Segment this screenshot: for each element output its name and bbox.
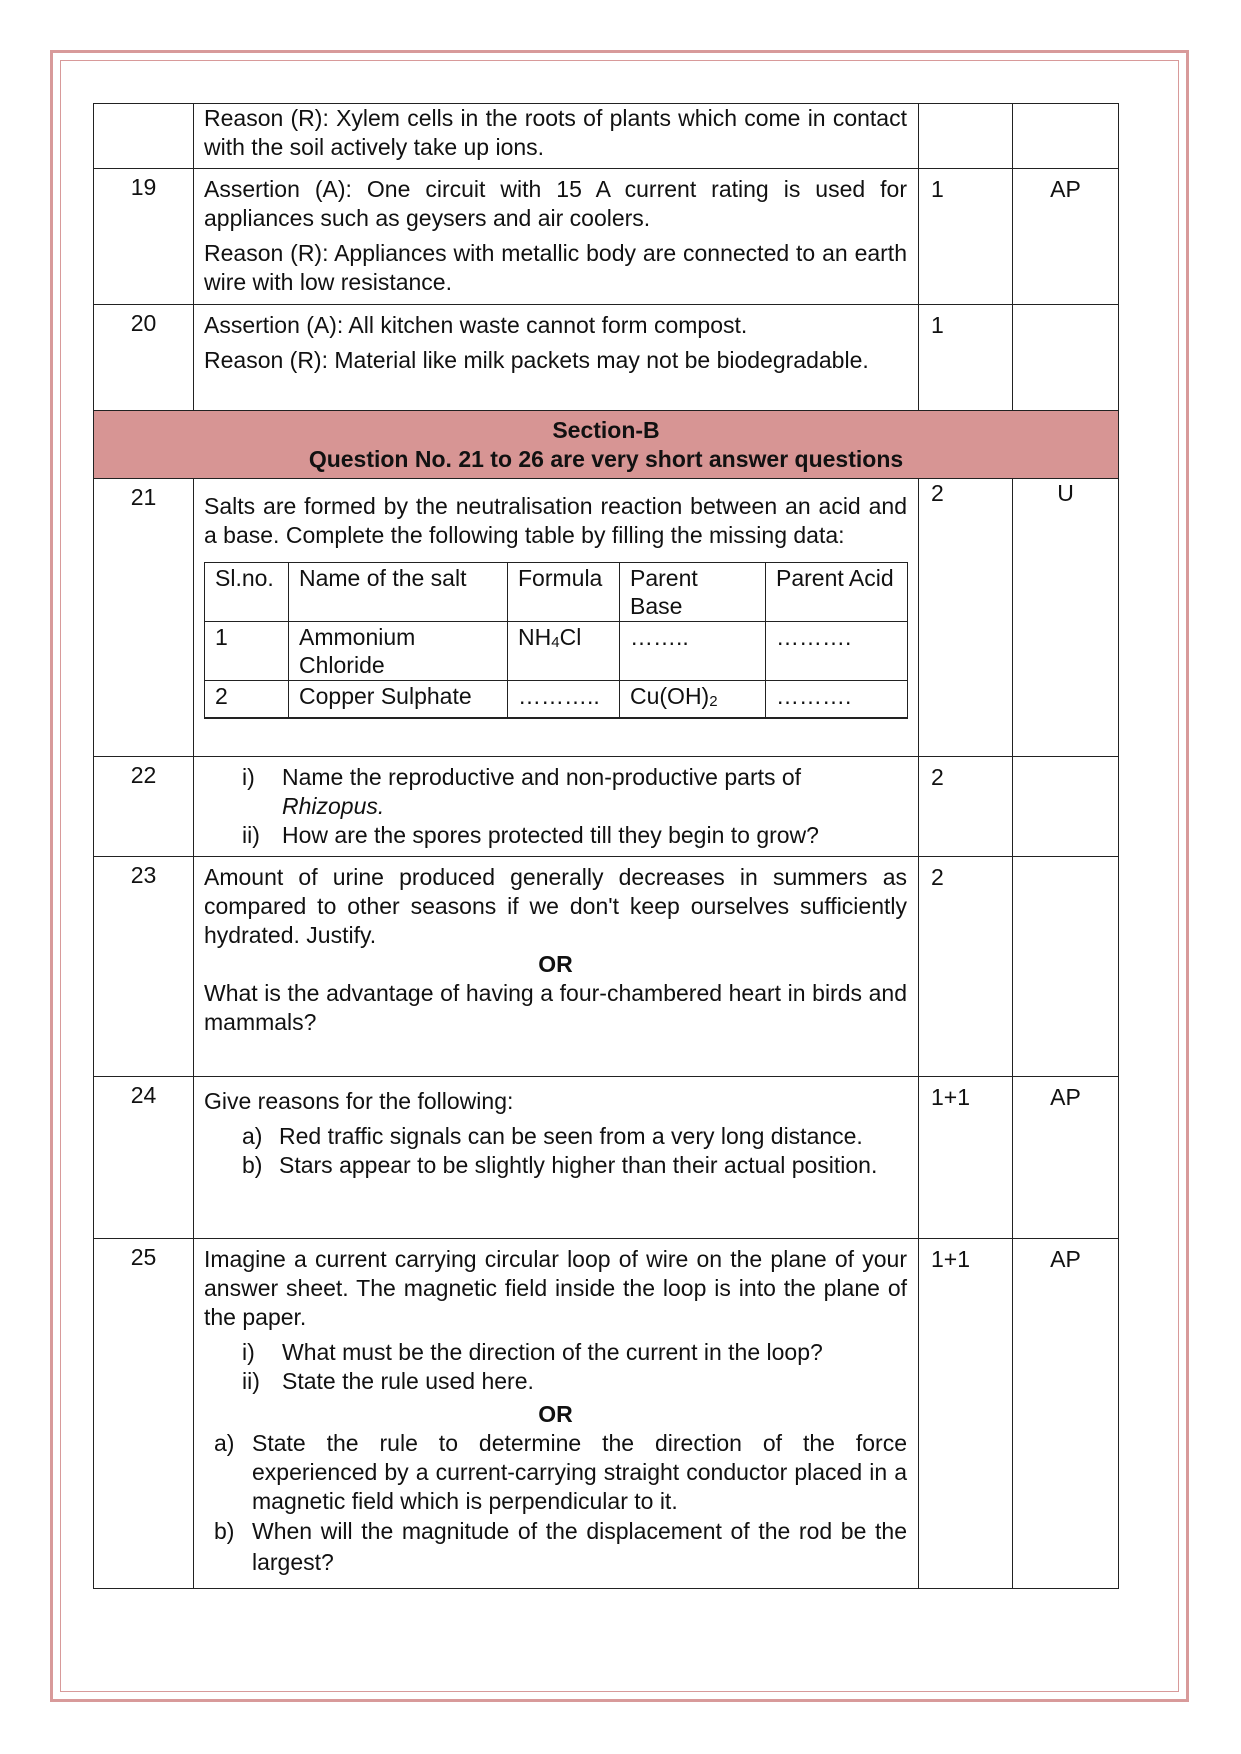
sub-question-label: a) xyxy=(214,1430,235,1456)
formula-cell xyxy=(508,622,620,681)
competency xyxy=(1013,757,1119,857)
sub-question-list xyxy=(204,1338,907,1396)
question-number: 23 xyxy=(94,857,194,1077)
section-header xyxy=(94,411,1119,479)
slno-cell: 1 xyxy=(205,622,289,681)
question-row-24 xyxy=(94,1077,1119,1239)
formula-tail: Cl xyxy=(559,624,582,650)
sub-question-label: b) xyxy=(214,1518,235,1544)
parent-base-cell xyxy=(620,681,766,719)
competency: AP xyxy=(1013,169,1119,305)
header-cell: Sl.no. xyxy=(205,563,289,622)
marks: 2 xyxy=(919,479,1013,757)
question-number: 19 xyxy=(94,169,194,305)
question-row-19 xyxy=(94,169,1119,305)
reason-text: Reason (R): Appliances with metallic body are connected to an earth wire with low resistance. xyxy=(204,240,907,295)
salt-table xyxy=(204,562,908,719)
competency: U xyxy=(1013,479,1119,757)
competency: AP xyxy=(1013,1239,1119,1589)
sub-question-label: ii) xyxy=(242,1368,260,1394)
marks xyxy=(919,104,1013,169)
salt-table-header xyxy=(205,563,908,622)
or-separator: OR xyxy=(538,1401,573,1427)
formula-cell xyxy=(508,681,620,719)
sub-question-label: b) xyxy=(242,1152,263,1178)
header-cell: Formula xyxy=(508,563,620,622)
sub-question xyxy=(204,1367,907,1396)
question-row-22 xyxy=(94,757,1119,857)
question-number xyxy=(94,104,194,169)
assertion-text: Assertion (A): One circuit with 15 A current rating is used for appliances such as geysers and air coolers. xyxy=(204,176,907,231)
sub-question xyxy=(204,1122,907,1151)
salt-table-row xyxy=(205,622,908,681)
sub-question-text: State the rule used here. xyxy=(282,1368,534,1394)
marks: 1 xyxy=(919,169,1013,305)
question-number: 22 xyxy=(94,757,194,857)
question-number: 25 xyxy=(94,1239,194,1589)
alternative-question-text: What is the advantage of having a four-chambered heart in birds and mammals? xyxy=(204,980,907,1035)
sub-question-text: State the rule to determine the direction of the force experienced by a current-carrying straight conductor placed in a magnetic field which is perpendicular to it. xyxy=(252,1430,907,1514)
sub-question-text: Red traffic signals can be seen from a very long distance. xyxy=(279,1123,863,1149)
reason-text: Reason (R): Material like milk packets may not be biodegradable. xyxy=(204,347,869,373)
sub-question-list xyxy=(204,763,907,850)
marks: 2 xyxy=(919,857,1013,1077)
sub-question-label: ii) xyxy=(242,822,260,848)
sub-question xyxy=(204,1151,907,1180)
sub-question xyxy=(204,821,907,850)
question-number: 24 xyxy=(94,1077,194,1239)
competency: AP xyxy=(1013,1077,1119,1239)
marks: 2 xyxy=(919,757,1013,857)
italic-term: Rhizopus. xyxy=(282,793,385,819)
competency xyxy=(1013,857,1119,1077)
sub-question-text: Stars appear to be slightly higher than their actual position. xyxy=(279,1152,878,1178)
sub-question-list xyxy=(204,1122,907,1180)
salt-table-row xyxy=(205,681,908,719)
marks: 1+1 xyxy=(919,1239,1013,1589)
section-title: Section-B xyxy=(552,417,660,443)
header-cell: Name of the salt xyxy=(289,563,508,622)
question-row-21 xyxy=(94,479,1119,757)
alternative-sub-question-list xyxy=(204,1429,907,1578)
question-row-20 xyxy=(94,305,1119,411)
header-cell: Parent Base xyxy=(620,563,766,622)
parent-acid-cell: ………. xyxy=(766,681,908,719)
question-number: 20 xyxy=(94,305,194,411)
formula-main: NH xyxy=(518,624,552,650)
sub-question-text: How are the spores protected till they begin to grow? xyxy=(282,822,819,848)
question-row-23 xyxy=(94,857,1119,1077)
base-main: Cu(OH) xyxy=(630,683,710,709)
question-text: Salts are formed by the neutralisation reaction between an acid and a base. Complete the following table by filling the missing data: xyxy=(204,493,907,548)
section-subtitle: Question No. 21 to 26 are very short answer questions xyxy=(308,446,904,472)
sub-question xyxy=(204,1516,907,1578)
sub-question-label: a) xyxy=(242,1123,263,1149)
marks: 1 xyxy=(919,305,1013,411)
question-number: 21 xyxy=(94,479,194,757)
slno-cell: 2 xyxy=(205,681,289,719)
question-table xyxy=(93,103,1119,1589)
salt-name-cell: Copper Sulphate xyxy=(289,681,508,719)
question-row-25 xyxy=(94,1239,1119,1589)
sub-question-text: When will the magnitude of the displacement of the rod be the largest? xyxy=(252,1518,907,1575)
marks: 1+1 xyxy=(919,1077,1013,1239)
or-separator: OR xyxy=(538,951,573,977)
parent-base-cell xyxy=(620,622,766,681)
sub-question-text: What must be the direction of the current in the loop? xyxy=(282,1339,823,1365)
sub-question xyxy=(204,1338,907,1367)
question-row-18-continued xyxy=(94,104,1119,169)
header-cell: Parent Acid xyxy=(766,563,908,622)
sub-question-label: i) xyxy=(242,764,255,790)
sub-question xyxy=(204,1429,907,1516)
reason-text: Reason (R): Xylem cells in the roots of plants which come in contact with the soil actively take up ions. xyxy=(204,105,907,160)
base-main: …….. xyxy=(630,624,689,650)
question-intro: Imagine a current carrying circular loop of wire on the plane of your answer sheet. The magnetic field inside the loop is into the plane of the paper. xyxy=(204,1246,907,1330)
formula-subscript: 4 xyxy=(551,634,560,651)
sub-question xyxy=(204,763,907,821)
assertion-text: Assertion (A): All kitchen waste cannot form compost. xyxy=(204,312,748,338)
formula-main: ……….. xyxy=(518,683,600,709)
question-text: Amount of urine produced generally decreases in summers as compared to other seasons if we don't keep ourselves sufficiently hydrated. Justify. xyxy=(204,864,907,948)
competency xyxy=(1013,305,1119,411)
sub-question-text: Name the reproductive and non-productive parts of xyxy=(282,764,802,790)
sub-question-label: i) xyxy=(242,1339,255,1365)
competency xyxy=(1013,104,1119,169)
base-subscript: 2 xyxy=(709,693,718,710)
question-intro: Give reasons for the following: xyxy=(204,1088,514,1114)
parent-acid-cell: ………. xyxy=(766,622,908,681)
salt-name-cell: Ammonium Chloride xyxy=(289,622,508,681)
